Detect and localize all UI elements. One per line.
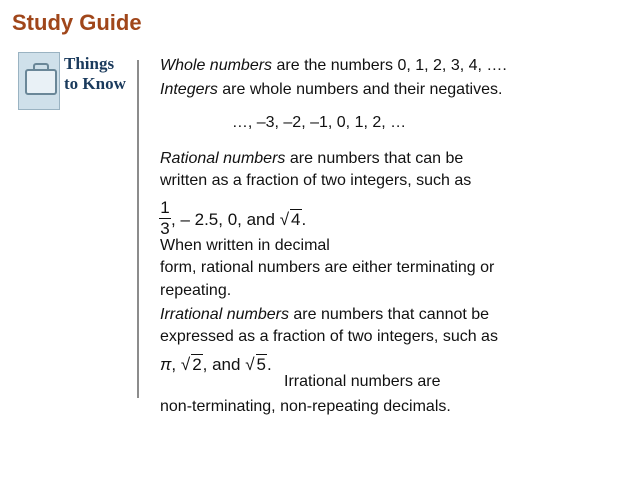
briefcase-icon-box xyxy=(18,52,60,110)
sqrt-four: 4 xyxy=(291,210,301,229)
logo-caption xyxy=(64,54,134,94)
irrational-and: , and xyxy=(202,355,246,374)
irrational-text-1: are numbers that cannot be xyxy=(288,306,490,323)
rational-examples-end: . xyxy=(301,210,307,229)
whole-numbers-text: are the numbers 0, 1, 2, 3, 4, …. xyxy=(272,57,507,74)
rational-text-1: are numbers that can be xyxy=(285,150,464,167)
whole-numbers-line xyxy=(160,55,507,77)
sqrt-symbol-5: √ xyxy=(245,355,255,374)
pi-symbol: π xyxy=(160,355,172,374)
logo-line-2: to Know xyxy=(64,74,126,93)
sqrt-symbol-2: √ xyxy=(180,355,191,374)
sqrt-five: 5 xyxy=(256,355,267,374)
page-title: Study Guide xyxy=(12,10,142,35)
rational-decimal-line-2: form, rational numbers are either terminating or xyxy=(160,259,495,276)
rational-term: Rational numbers xyxy=(160,150,286,167)
rational-decimal-line-1: When written in decimal xyxy=(160,237,330,254)
integers-text: are whole numbers and their negatives. xyxy=(217,81,503,98)
rational-examples xyxy=(171,209,306,230)
rational-line-2: written as a fraction of two integers, such as xyxy=(160,172,472,189)
rational-line-1 xyxy=(160,148,463,170)
sqrt-two: 2 xyxy=(192,355,202,374)
logo-line-1: Things xyxy=(64,54,115,73)
fraction-numerator: 1 xyxy=(160,198,170,217)
irrational-sep: , xyxy=(171,355,181,374)
fraction-denominator: 3 xyxy=(160,219,170,238)
sqrt-symbol: √ xyxy=(279,210,290,229)
integers-list: …, –3, –2, –1, 0, 1, 2, … xyxy=(231,114,407,131)
rational-decimal-line-3: repeating. xyxy=(160,282,232,299)
irrational-examples-end: . xyxy=(267,355,272,374)
irrational-decimal-line-1: Irrational numbers are xyxy=(284,373,441,390)
divider-line xyxy=(137,60,139,398)
whole-numbers-term: Whole numbers xyxy=(160,57,273,74)
rational-examples-text: , – 2.5, 0, and xyxy=(171,210,280,229)
briefcase-icon xyxy=(25,69,57,95)
irrational-examples xyxy=(160,354,272,375)
fraction-one-third xyxy=(159,199,171,238)
things-to-know-logo xyxy=(18,52,130,114)
integers-term: Integers xyxy=(160,81,218,98)
irrational-decimal-line-2: non-terminating, non-repeating decimals. xyxy=(160,398,451,415)
irrational-term: Irrational numbers xyxy=(160,306,289,323)
irrational-line-2: expressed as a fraction of two integers, such as xyxy=(160,328,498,345)
integers-line xyxy=(160,79,502,101)
irrational-line-1 xyxy=(160,304,489,326)
